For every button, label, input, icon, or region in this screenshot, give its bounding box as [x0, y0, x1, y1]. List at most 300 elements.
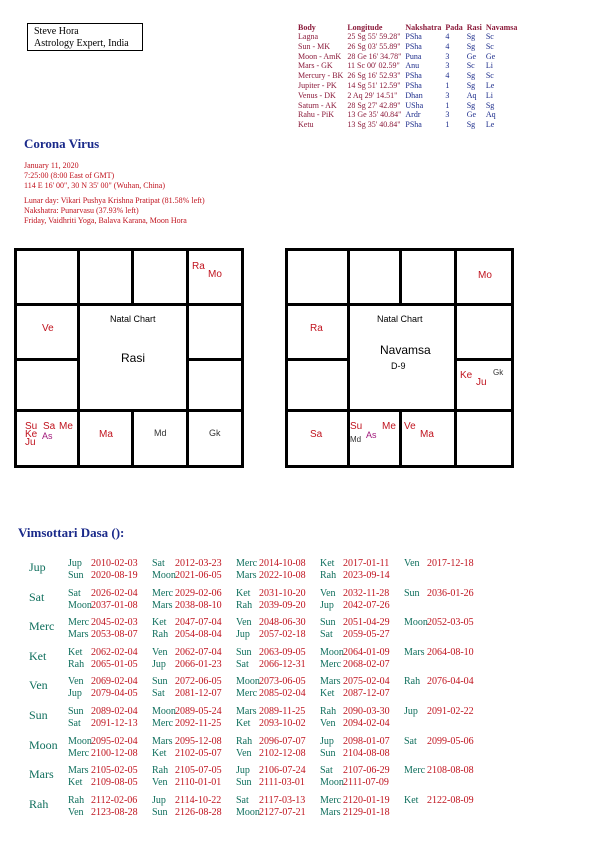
dasa-sub-planet: Sat	[320, 765, 333, 777]
dasa-sub-planet: Sat	[236, 794, 249, 806]
dasa-sub-date: 2066-12-31	[259, 658, 306, 670]
dasa-sub-planet: Ven	[152, 646, 168, 658]
dasa-sub-planet: Merc	[152, 718, 174, 729]
planet-ju: Ju	[476, 377, 487, 388]
dasa-sub-planet: Rah	[68, 658, 85, 670]
dasa-sub-planet: Ven	[320, 718, 336, 729]
grid-line	[288, 303, 511, 306]
planet-table-row	[298, 81, 521, 91]
dasa-sub-date: 2091-12-13	[91, 718, 138, 729]
dasa-sub-planet: Ket	[68, 646, 83, 658]
dasa-sub-planet: Sun	[152, 806, 168, 818]
planet-table-body	[298, 32, 521, 130]
dasa-sub-planet: Sun	[404, 587, 420, 599]
planet-table-cell: Sg	[466, 80, 476, 90]
planet-as: As	[366, 430, 377, 440]
planet-table-cell: Lagna	[298, 32, 318, 41]
dasa-sub-date: 2092-11-25	[175, 718, 222, 729]
dasa-sub-date: 2117-03-13	[259, 794, 306, 806]
planet-table-col-header: Navamsa	[485, 23, 518, 32]
dasa-sub-date: 2106-07-24	[259, 765, 306, 777]
grid-line	[17, 303, 241, 306]
dasa-sub-date: 2036-01-26	[427, 587, 474, 599]
dasa-sub-date: 2105-07-05	[175, 765, 222, 777]
dasa-sub-date: 2069-02-04	[91, 676, 138, 688]
dasa-sub-date: 2089-11-25	[259, 706, 306, 717]
planet-table-cell: Ge	[466, 51, 477, 61]
grid-line	[17, 409, 241, 412]
dasa-sub-planet: Rah	[404, 676, 421, 688]
planet-table-cell: Sg	[466, 41, 476, 51]
planet-table-cell: 28 Ge 16' 34.78"	[347, 51, 402, 61]
dasa-sub-date: 2111-07-09	[343, 777, 389, 789]
dasa-sub-planet: Jup	[236, 629, 250, 641]
dasa-sub-date: 2095-12-08	[175, 735, 222, 747]
grid-line	[347, 251, 350, 465]
dasa-sub-planet: Merc	[68, 747, 90, 759]
grid-line	[186, 358, 241, 361]
dasa-main-period: Sun	[29, 708, 48, 722]
planet-md: Md	[350, 435, 362, 444]
dasa-sub-planet: Ven	[68, 806, 84, 818]
dasa-sub-planet: Ket	[236, 587, 251, 599]
dasa-sub-date: 2126-08-28	[175, 806, 222, 818]
dasa-sub-date: 2127-07-21	[259, 806, 306, 818]
dasa-sub-date: 2079-04-05	[91, 688, 138, 700]
planet-table-cell: Li	[485, 90, 493, 100]
dasa-sub-planet: Sat	[68, 718, 81, 729]
dasa-sub-date: 2112-02-06	[91, 794, 138, 806]
planet-ju: Ju	[25, 437, 36, 448]
dasa-sub-planet: Mars	[320, 806, 341, 818]
dasa-sub-date: 2064-01-09	[343, 646, 390, 658]
dasa-sub-planet: Sun	[320, 617, 336, 629]
dasa-sub-planet: Jup	[320, 599, 334, 611]
dasa-sub-planet: Jup	[236, 765, 250, 777]
planet-table-cell: Sc	[485, 41, 494, 51]
dasa-sub-planet: Sun	[68, 706, 84, 717]
rasi-chart	[14, 248, 244, 468]
dasa-sub-date: 2065-01-05	[91, 658, 138, 670]
dasa-sub-planet: Rah	[152, 765, 169, 777]
planet-table-cell: PSha	[405, 41, 422, 51]
planet-table-cell: Rahu - PiK	[298, 110, 334, 120]
dasa-sub-date: 2066-01-23	[175, 658, 222, 670]
planet-table-cell: Ardr	[405, 110, 421, 120]
dasa-sub-date: 2098-01-07	[343, 735, 390, 747]
dasa-sub-date: 2021-06-05	[175, 570, 222, 581]
dasa-sub-date: 2089-05-24	[175, 706, 222, 717]
dasa-sub-planet: Ven	[236, 617, 252, 629]
brand-box	[27, 23, 143, 51]
planet-table-row	[298, 71, 521, 81]
planet-table-cell: 1	[445, 80, 450, 90]
dasa-sub-planet: Ket	[320, 688, 335, 700]
planet-ke: Ke	[25, 429, 38, 440]
dasa-sub-date: 2037-01-08	[91, 599, 138, 611]
grid-line	[77, 251, 80, 465]
chart-subtitle: D-9	[391, 361, 406, 371]
dasa-sub-planet: Mars	[152, 735, 173, 747]
dasa-sub-date: 2093-10-02	[259, 718, 306, 729]
planet-table-cell: Anu	[405, 61, 420, 71]
planet-table-row	[298, 101, 521, 111]
dasa-sub-planet: Sat	[404, 735, 417, 747]
dasa-sub-date: 2012-03-23	[175, 558, 222, 569]
dasa-sub-planet: Moon	[236, 676, 260, 688]
dasa-sub-planet: Ven	[320, 587, 336, 599]
birth-date: January 11, 2020	[24, 161, 79, 170]
dasa-sub-planet: Ket	[404, 794, 419, 806]
chart-title: Natal Chart	[110, 314, 156, 324]
planet-table-header	[298, 23, 521, 32]
dasa-sub-planet: Moon	[68, 599, 92, 611]
dasa-sub-planet: Ket	[152, 617, 167, 629]
birth-place: 114 E 16' 00", 30 N 35' 00" (Wuhan, China)	[24, 181, 165, 190]
planet-table-cell: USha	[405, 100, 424, 110]
dasa-main-period: Sat	[29, 589, 45, 604]
planet-table-cell: 1	[445, 100, 450, 110]
dasa-sub-planet: Sat	[68, 587, 81, 599]
dasa-sub-planet: Moon	[152, 570, 176, 581]
dasa-sub-planet: Moon	[320, 646, 344, 658]
dasa-sub-date: 2057-02-18	[259, 629, 306, 641]
dasa-sub-planet: Moon	[404, 617, 428, 629]
dasa-sub-planet: Sun	[236, 777, 252, 789]
dasa-sub-planet: Sat	[320, 629, 333, 641]
dasa-sub-planet: Sat	[152, 558, 165, 569]
planet-table-cell: 3	[445, 61, 450, 71]
planet-table-cell: Moon - AmK	[298, 51, 342, 61]
dasa-sub-planet: Merc	[68, 617, 90, 629]
dasa-main-period: Moon	[29, 737, 58, 752]
dasa-sub-planet: Rah	[68, 794, 85, 806]
dasa-sub-date: 2053-08-07	[91, 629, 138, 641]
dasa-main-period: Jup	[29, 560, 46, 574]
planet-su: Su	[25, 421, 38, 432]
planet-table	[298, 23, 521, 130]
dasa-sub-planet: Mars	[236, 706, 257, 717]
planet-table-cell: Venus - DK	[298, 90, 336, 100]
grid-line	[131, 409, 134, 465]
planet-table-cell: Sg	[485, 100, 495, 110]
dasa-sub-date: 2102-05-07	[175, 747, 222, 759]
planet-table-cell: 4	[445, 32, 450, 41]
dasa-sub-date: 2111-03-01	[259, 777, 305, 789]
grid-line	[399, 251, 402, 303]
dasa-sub-planet: Ket	[236, 718, 251, 729]
dasa-main-period: Ket	[29, 648, 47, 663]
dasa-sub-planet: Ven	[404, 558, 420, 569]
dasa-sub-date: 2129-01-18	[343, 806, 390, 818]
dasa-sub-date: 2072-06-05	[175, 676, 222, 688]
planet-table-cell: Mercury - BK	[298, 71, 344, 81]
planet-table-cell: 26 Sg 03' 55.89"	[347, 41, 401, 51]
dasa-sub-date: 2105-02-05	[91, 765, 138, 777]
dasa-sub-planet: Jup	[152, 658, 166, 670]
planet-gk: Gk	[493, 368, 504, 377]
dasa-sub-planet: Mars	[68, 629, 89, 641]
dasa-sub-date: 2029-02-06	[175, 587, 222, 599]
dasa-sub-planet: Ven	[152, 777, 168, 789]
planet-ma: Ma	[99, 429, 113, 440]
planet-table-cell: 13 Ge 35' 40.84"	[347, 110, 402, 120]
dasa-sub-date: 2076-04-04	[427, 676, 474, 688]
planet-ke: Ke	[460, 370, 473, 381]
planet-table-cell: 28 Sg 27' 42.89"	[347, 100, 401, 110]
planet-table-cell: Le	[485, 120, 495, 130]
planet-table-cell: Sg	[466, 100, 476, 110]
brand-tagline: Astrology Expert, India	[34, 38, 129, 49]
planet-ra: Ra	[310, 323, 323, 334]
planet-table-cell: 3	[445, 51, 450, 61]
dasa-sub-planet: Rah	[236, 735, 253, 747]
planet-table-cell: Dhan	[405, 90, 423, 100]
planet-me: Me	[382, 421, 396, 432]
dasa-sub-date: 2100-12-08	[91, 747, 138, 759]
planet-table-cell: Aq	[485, 110, 496, 120]
planet-table-col-header: Pada	[445, 23, 463, 32]
planet-table-row	[298, 120, 521, 130]
planet-md: Md	[154, 428, 167, 438]
planet-table-cell: Puna	[405, 51, 422, 61]
planet-table-cell: Sc	[485, 32, 494, 41]
dasa-sub-date: 2081-12-07	[175, 688, 222, 700]
planet-table-cell: 2 Aq 29' 14.51"	[347, 90, 398, 100]
dasa-sub-date: 2107-06-29	[343, 765, 390, 777]
planet-table-row	[298, 91, 521, 101]
dasa-sub-date: 2109-08-05	[91, 777, 138, 789]
nakshatra-info: Nakshatra: Punarvasu (37.93% left)	[24, 206, 139, 215]
dasa-sub-date: 2048-06-30	[259, 617, 306, 629]
dasa-sub-planet: Mars	[68, 765, 89, 777]
planet-table-cell: PSha	[405, 71, 422, 81]
dasa-sub-date: 2059-05-27	[343, 629, 390, 641]
planet-table-cell: Sc	[466, 61, 475, 71]
grid-line	[131, 251, 134, 303]
dasa-sub-date: 2052-03-05	[427, 617, 474, 629]
dasa-sub-date: 2010-02-03	[91, 558, 138, 569]
dasa-sub-planet: Merc	[404, 765, 426, 777]
dasa-sub-date: 2031-10-20	[259, 587, 306, 599]
planet-table-row	[298, 110, 521, 120]
planet-mo: Mo	[478, 270, 492, 281]
planet-table-cell: 1	[445, 120, 450, 130]
dasa-sub-date: 2123-08-28	[91, 806, 138, 818]
dasa-sub-planet: Mars	[404, 646, 425, 658]
planet-ve: Ve	[42, 323, 54, 334]
dasa-title: Vimsottari Dasa ():	[18, 525, 125, 540]
dasa-main-period: Ven	[29, 678, 48, 693]
dasa-sub-planet: Moon	[152, 706, 176, 717]
dasa-sub-date: 2014-10-08	[259, 558, 306, 569]
planet-table-col-header: Rasi	[466, 23, 482, 32]
brand-name: Steve Hora	[34, 26, 79, 37]
dasa-sub-date: 2108-08-08	[427, 765, 474, 777]
planet-ra: Ra	[192, 261, 205, 272]
dasa-sub-date: 2095-02-04	[91, 735, 138, 747]
dasa-sub-planet: Merc	[236, 688, 258, 700]
dasa-sub-date: 2023-09-14	[343, 570, 390, 581]
dasa-main-period: Mars	[29, 767, 54, 782]
planet-su: Su	[350, 421, 363, 432]
lunar-day: Lunar day: Vikari Pushya Krishna Pratipat (81.58% left)	[24, 196, 205, 205]
planet-table-row	[298, 32, 521, 42]
birth-time: 7:25:00 (8:00 East of GMT)	[24, 171, 115, 180]
dasa-sub-planet: Jup	[68, 558, 82, 569]
navamsa-chart	[285, 248, 514, 468]
dasa-sub-planet: Merc	[236, 558, 258, 569]
dasa-sub-date: 2089-02-04	[91, 706, 138, 717]
dasa-sub-date: 2039-09-20	[259, 599, 306, 611]
dasa-sub-date: 2094-02-04	[343, 718, 390, 729]
planet-table-col-header: Longitude	[347, 23, 383, 32]
dasa-sub-date: 2085-02-04	[259, 688, 306, 700]
dasa-sub-date: 2064-08-10	[427, 646, 474, 658]
dasa-sub-planet: Rah	[152, 629, 169, 641]
dasa-sub-planet: Ven	[68, 676, 84, 688]
dasa-sub-planet: Moon	[320, 777, 344, 789]
dasa-sub-planet: Sat	[236, 658, 249, 670]
chart-name: Rasi	[121, 351, 146, 365]
dasa-sub-date: 2114-10-22	[175, 794, 222, 806]
planet-sa: Sa	[310, 429, 323, 440]
planet-table-cell: 3	[445, 90, 450, 100]
dasa-sub-planet: Mars	[320, 676, 341, 688]
planet-table-cell: Ge	[466, 110, 477, 120]
planet-table-cell: Saturn - AK	[298, 100, 337, 110]
planet-table-cell: Ketu	[298, 120, 314, 130]
planet-table-cell: PSha	[405, 32, 422, 41]
dasa-sub-planet: Ket	[152, 747, 167, 759]
planet-table-cell: Sg	[466, 120, 476, 130]
planet-table-row	[298, 52, 521, 62]
dasa-sub-date: 2032-11-28	[343, 587, 390, 599]
dasa-sub-planet: Jup	[320, 735, 334, 747]
grid-line	[454, 251, 457, 465]
dasa-sub-date: 2075-02-04	[343, 676, 390, 688]
planet-table-cell: Li	[485, 61, 493, 71]
dasa-sub-date: 2062-02-04	[91, 646, 138, 658]
planet-gk: Gk	[209, 428, 221, 438]
dasa-sub-planet: Ket	[68, 777, 83, 789]
dasa-sub-planet: Jup	[68, 688, 82, 700]
dasa-sub-date: 2022-10-08	[259, 570, 306, 581]
dasa-sub-date: 2073-06-05	[259, 676, 306, 688]
dasa-sub-planet: Jup	[404, 706, 418, 717]
dasa-sub-date: 2051-04-29	[343, 617, 390, 629]
dasa-sub-planet: Rah	[320, 570, 337, 581]
dasa-sub-planet: Merc	[320, 658, 342, 670]
dasa-sub-date: 2047-07-04	[175, 617, 222, 629]
grid-line	[288, 358, 347, 361]
planet-table-cell: Jupiter - PK	[298, 80, 337, 90]
planet-table-cell: PSha	[405, 80, 422, 90]
chart-title: Natal Chart	[377, 314, 423, 324]
dasa-sub-planet: Ket	[320, 558, 335, 569]
dasa-sub-date: 2087-12-07	[343, 688, 390, 700]
dasa-sub-date: 2020-08-19	[91, 570, 138, 581]
planet-table-cell: Sc	[485, 71, 494, 81]
dasa-sub-date: 2096-07-07	[259, 735, 306, 747]
dasa-sub-planet: Rah	[236, 599, 253, 611]
dasa-sub-date: 2054-08-04	[175, 629, 222, 641]
dasa-sub-planet: Mars	[236, 570, 257, 581]
dasa-sub-date: 2099-05-06	[427, 735, 474, 747]
planet-table-cell: 11 Sc 00' 02.59"	[347, 61, 400, 71]
dasa-sub-planet: Sun	[68, 570, 84, 581]
dasa-sub-planet: Ven	[236, 747, 252, 759]
dasa-sub-planet: Merc	[152, 587, 174, 599]
grid-line	[399, 409, 402, 465]
dasa-sub-planet: Sat	[152, 688, 165, 700]
dasa-main-period: Merc	[29, 619, 55, 634]
planet-table-cell: Sg	[466, 71, 476, 81]
planet-table-row	[298, 42, 521, 52]
planet-ve: Ve	[404, 421, 416, 432]
dasa-sub-date: 2104-08-08	[343, 747, 390, 759]
dasa-sub-date: 2091-02-22	[427, 706, 474, 717]
planet-table-col-header: Nakshatra	[405, 23, 442, 32]
dasa-sub-planet: Sun	[152, 676, 168, 688]
dasa-sub-planet: Moon	[68, 735, 92, 747]
dasa-sub-date: 2042-07-26	[343, 599, 390, 611]
planet-table-cell: PSha	[405, 120, 422, 130]
planet-table-cell: 13 Sg 35' 40.84"	[347, 120, 401, 130]
dasa-sub-date: 2110-01-01	[175, 777, 222, 789]
dasa-sub-date: 2017-01-11	[343, 558, 390, 569]
planet-table-row	[298, 61, 521, 71]
planet-ma: Ma	[420, 429, 434, 440]
planet-table-cell: Aq	[466, 90, 477, 100]
chart-name: Navamsa	[380, 343, 431, 357]
dasa-sub-planet: Jup	[152, 794, 166, 806]
dasa-sub-date: 2017-12-18	[427, 558, 474, 569]
day-info: Friday, Vaidhriti Yoga, Balava Karana, Moon Hora	[24, 216, 187, 225]
planet-sa: Sa	[43, 421, 56, 432]
planet-table-cell: 25 Sg 55' 59.28"	[347, 32, 401, 41]
planet-table-cell: 26 Sg 16' 52.93"	[347, 71, 401, 81]
dasa-sub-planet: Sun	[236, 646, 252, 658]
dasa-sub-date: 2102-12-08	[259, 747, 306, 759]
page-title: Corona Virus	[24, 136, 100, 151]
planet-table-cell: Sun - MK	[298, 41, 331, 51]
planet-table-cell: Mars - GK	[298, 61, 333, 71]
dasa-sub-date: 2068-02-07	[343, 658, 390, 670]
planet-table-cell: 14 Sg 51' 12.59"	[347, 80, 401, 90]
dasa-sub-date: 2038-08-10	[175, 599, 222, 611]
dasa-sub-date: 2120-01-19	[343, 794, 390, 806]
dasa-sub-planet: Moon	[236, 806, 260, 818]
dasa-sub-planet: Rah	[320, 706, 337, 717]
planet-table-col-header: Body	[298, 23, 316, 32]
dasa-sub-planet: Merc	[320, 794, 342, 806]
planet-table-cell: Ge	[485, 51, 496, 61]
planet-table-cell: Sg	[466, 32, 476, 41]
dasa-sub-date: 2026-02-04	[91, 587, 138, 599]
planet-table-cell: Le	[485, 80, 495, 90]
dasa-sub-date: 2045-02-03	[91, 617, 138, 629]
grid-line	[454, 358, 511, 361]
planet-table-cell: 4	[445, 41, 450, 51]
dasa-sub-planet: Mars	[152, 599, 173, 611]
dasa-sub-date: 2122-08-09	[427, 794, 474, 806]
planet-table-cell: 4	[445, 71, 450, 81]
dasa-main-period: Rah	[29, 796, 49, 811]
dasa-sub-date: 2090-03-30	[343, 706, 390, 717]
planet-table-cell: 3	[445, 110, 450, 120]
planet-mo: Mo	[208, 269, 222, 280]
